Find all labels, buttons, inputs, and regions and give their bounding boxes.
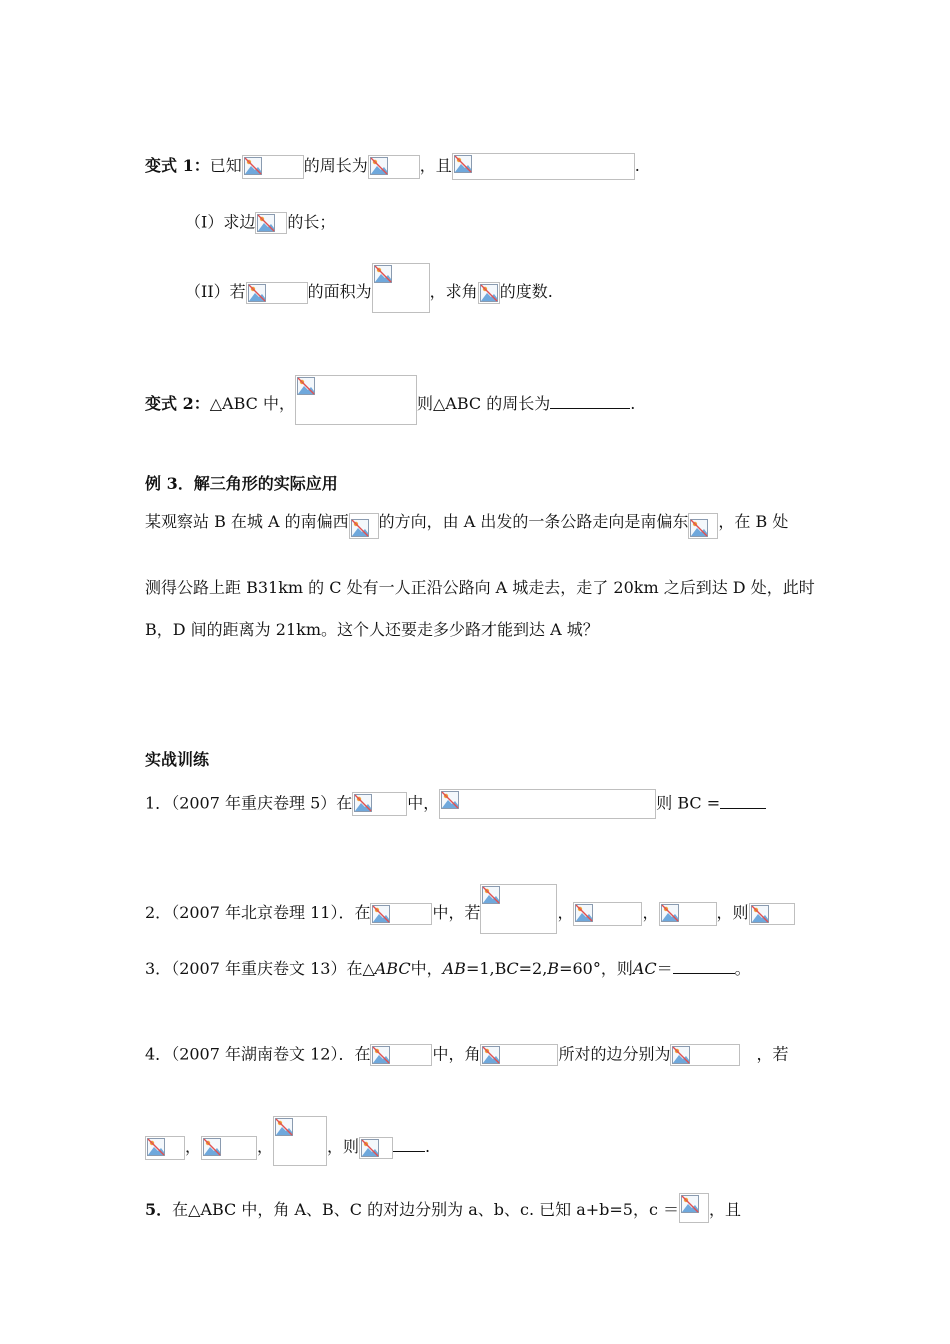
formula-image-icon xyxy=(246,282,308,304)
variant1-q2: （II）若 的面积为 ，求角 的度数. xyxy=(185,263,553,313)
practice-q5: 5．在△ABC 中，角 A、B、C 的对边分别为 a、b、c. 已知 a+b=5，c ＝ ，且 xyxy=(145,1193,741,1223)
formula-image-icon xyxy=(573,902,642,926)
formula-image-icon xyxy=(201,1136,257,1160)
formula-image-icon xyxy=(478,282,500,304)
answer-blank xyxy=(720,794,766,809)
formula-image-icon xyxy=(688,513,718,539)
formula-image-icon xyxy=(670,1044,740,1066)
practice-q2: 2．（2007 年北京卷理 11）．在 中，若 ， ， ，则 xyxy=(145,884,795,934)
practice-q1: 1．（2007 年重庆卷理 5）在 中， 则 BC = xyxy=(145,789,766,819)
variant1-q1: （I）求边 的长； xyxy=(185,212,335,234)
formula-image-icon xyxy=(349,513,379,539)
variant2-line: 变式 2：△ABC 中， 则△ABC 的周长为 . xyxy=(145,375,635,425)
practice-q4-line2: ， ， ，则 . xyxy=(145,1116,430,1166)
formula-image-icon xyxy=(295,375,417,425)
formula-image-icon xyxy=(370,1044,432,1066)
formula-image-icon xyxy=(242,155,304,179)
formula-image-icon xyxy=(368,155,420,179)
formula-image-icon xyxy=(679,1193,709,1223)
answer-blank xyxy=(550,394,630,409)
formula-image-icon xyxy=(480,1044,558,1066)
formula-image-icon xyxy=(749,903,795,925)
answer-blank xyxy=(393,1137,425,1152)
formula-image-icon xyxy=(452,153,635,180)
formula-image-icon xyxy=(480,884,557,934)
practice-q3: 3．（2007 年重庆卷文 13）在△ABC中，AB=1,BC=2,B=60°，则AC＝ 。 xyxy=(145,959,751,978)
example3-title: 例 3．解三角形的实际应用 xyxy=(145,474,338,493)
formula-image-icon xyxy=(145,1136,185,1160)
practice-title: 实战训练 xyxy=(145,750,210,769)
example3-para-line2: 测得公路上距 B31km 的 C 处有一人正沿公路向 A 城走去，走了 20km 之后到达 D 处，此时 xyxy=(145,578,815,597)
practice-q4-line1: 4．（2007 年湖南卷文 12）．在 中，角 所对的边分别为 ，若 xyxy=(145,1044,789,1066)
example3-para-line1: 某观察站 B 在城 A 的南偏西 的方向，由 A 出发的一条公路走向是南偏东 ，在 B 处 xyxy=(145,512,788,539)
variant1-line: 变式 1：已知 的周长为 ，且 . xyxy=(145,153,640,180)
variant2-label: 变式 2 xyxy=(145,394,194,413)
variant1-label: 变式 1 xyxy=(145,156,194,175)
formula-image-icon xyxy=(352,792,407,816)
formula-image-icon xyxy=(659,902,717,926)
answer-blank xyxy=(673,959,735,974)
example3-para-line3: B，D 间的距离为 21km。这个人还要走多少路才能到达 A 城？ xyxy=(145,620,599,639)
formula-image-icon xyxy=(372,263,430,313)
formula-image-icon xyxy=(359,1137,393,1159)
formula-image-icon xyxy=(439,789,656,819)
formula-image-icon xyxy=(273,1116,327,1166)
formula-image-icon xyxy=(370,903,432,925)
formula-image-icon xyxy=(255,212,287,234)
